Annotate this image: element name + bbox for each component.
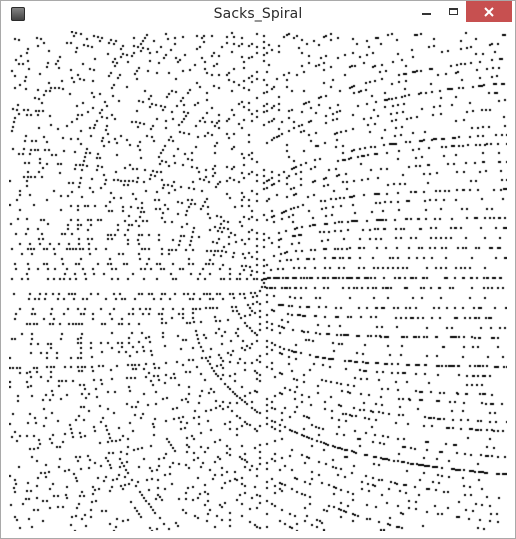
sacks-spiral-canvas bbox=[9, 31, 507, 531]
close-icon bbox=[482, 5, 496, 19]
minimize-icon bbox=[422, 13, 431, 15]
close-button[interactable] bbox=[466, 1, 512, 22]
maximize-button[interactable] bbox=[440, 1, 466, 22]
minimize-button[interactable] bbox=[413, 1, 440, 22]
title-bar[interactable] bbox=[1, 1, 515, 30]
maximize-icon bbox=[449, 8, 458, 15]
spiral-plot-area bbox=[9, 31, 507, 531]
window-title: Sacks_Spiral bbox=[213, 6, 303, 22]
